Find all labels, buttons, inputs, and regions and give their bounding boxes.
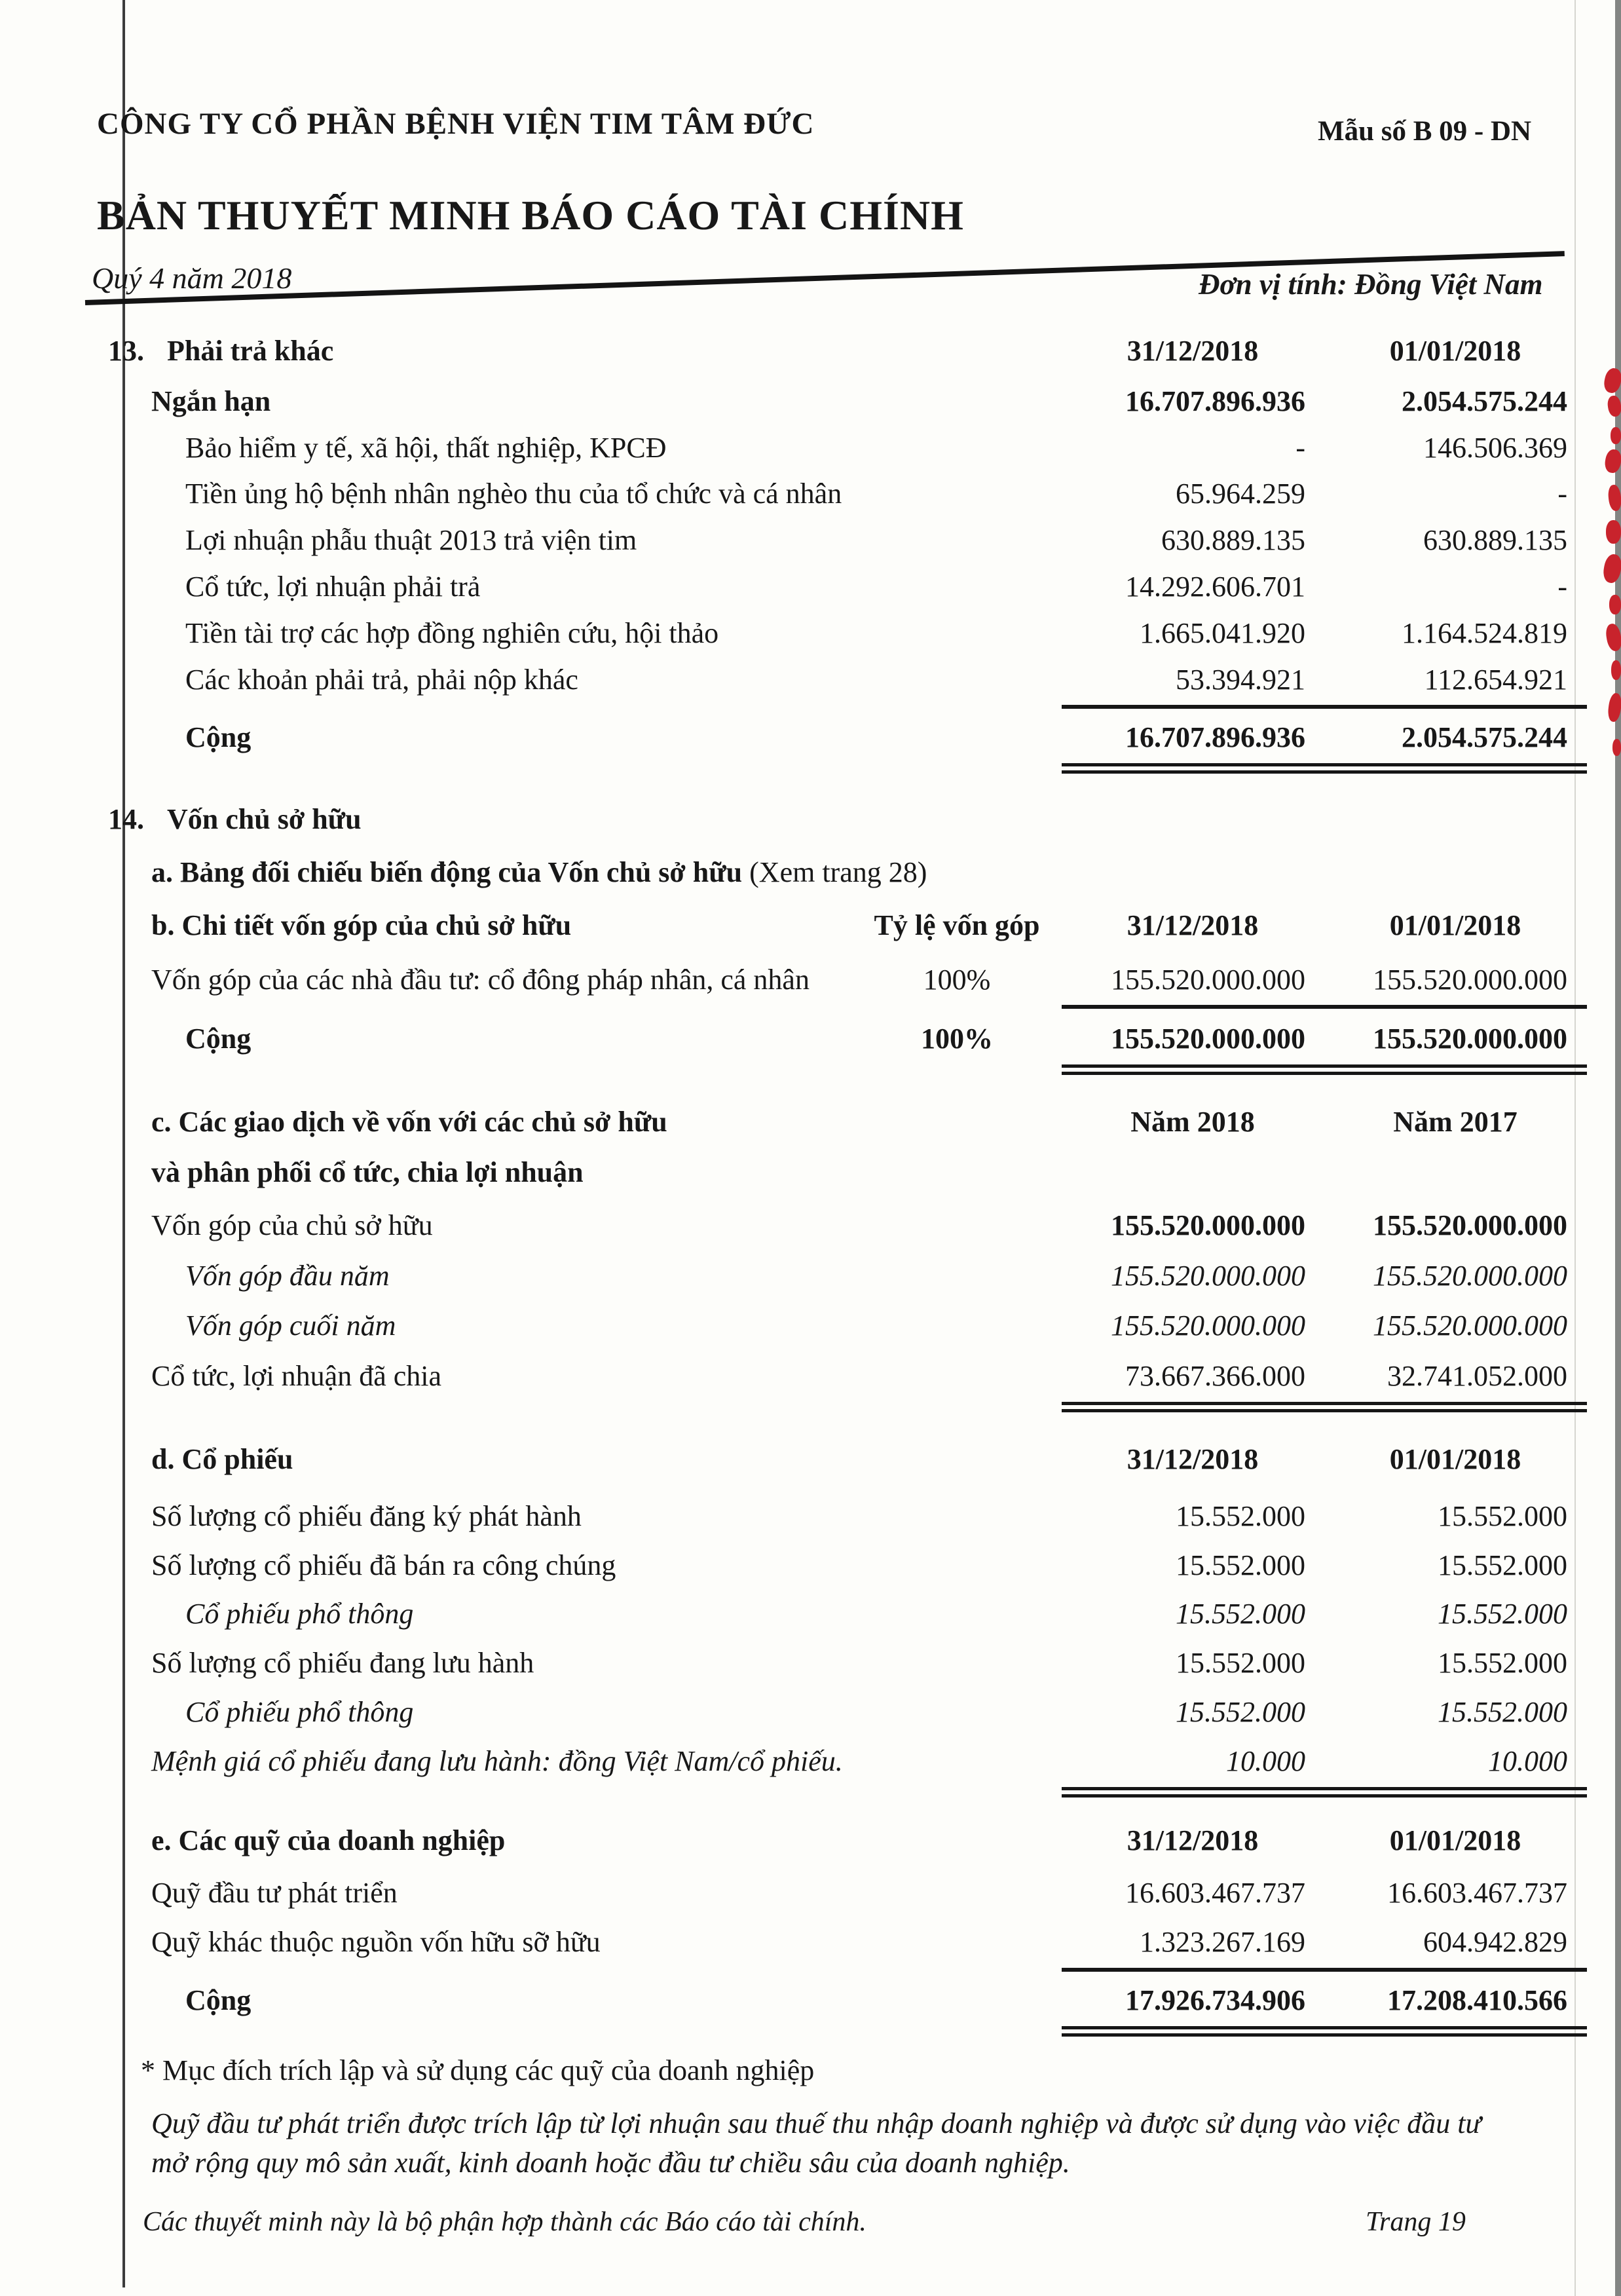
column-header-2: 01/01/2018 [1389,1442,1521,1475]
subsection-c-title-line1: c. Các giao dịch về vốn với các chủ sở hữu [151,1106,667,1139]
page-title: BẢN THUYẾT MINH BÁO CÁO TÀI CHÍNH [97,192,964,238]
value-col2: 2.054.575.244 [1324,721,1587,774]
value-col2: 15.552.000 [1438,1695,1567,1728]
value-col2: 1.164.524.819 [1402,616,1567,649]
row-label: Vốn góp đầu năm [185,1259,390,1292]
row-label: Bảo hiểm y tế, xã hội, thất nghiệp, KPCĐ [185,431,667,464]
table-row [108,385,1587,419]
row-label: Số lượng cổ phiếu đang lưu hành [151,1647,534,1680]
value-col2: 112.654.921 [1324,663,1587,709]
subsection-a-label: a. Bảng đối chiếu biến động của Vốn chủ sở hữu [151,856,743,888]
value-col1: 155.520.000.000 [1062,963,1324,1009]
subsection-d-header [108,1442,1587,1477]
report-period: Quý 4 năm 2018 [92,261,292,295]
row-label: Lợi nhuận phẫu thuật 2013 trả viện tim [185,524,637,557]
value-col2: 155.520.000.000 [1373,1309,1567,1342]
value-col1: 15.552.000 [1176,1549,1305,1581]
row-label: Số lượng cổ phiếu đăng ký phát hành [151,1499,582,1532]
row-label: Cộng [185,721,252,754]
value-col1: 15.552.000 [1176,1647,1305,1680]
total-row [108,721,1587,774]
value-col2: 155.520.000.000 [1373,1209,1567,1241]
row-label: Các khoản phải trả, phải nộp khác [185,663,578,696]
row-label: Cộng [185,1023,252,1055]
company-name: CÔNG TY CỔ PHẦN BỆNH VIỆN TIM TÂM ĐỨC [97,107,815,141]
value-col2: 155.520.000.000 [1373,1259,1567,1292]
ratio-column-header: Tỷ lệ vốn góp [874,909,1040,941]
ratio-value: 100% [921,1023,993,1055]
total-row [108,1984,1587,2037]
value-col2: 10.000 [1324,1744,1587,1797]
value-col2: 15.552.000 [1438,1549,1567,1581]
value-col1: 15.552.000 [1176,1598,1305,1630]
table-row [108,1646,1587,1681]
value-col1: 65.964.259 [1176,478,1305,510]
value-col1: 15.552.000 [1176,1695,1305,1728]
table-row [108,1876,1587,1911]
column-header-1: 31/12/2018 [1127,1824,1259,1856]
value-col1: 53.394.921 [1062,663,1324,709]
table-row [108,1499,1587,1534]
value-col2: 155.520.000.000 [1324,963,1587,1009]
column-header-2: 01/01/2018 [1389,909,1521,941]
currency-unit-label: Đơn vị tính: Đồng Việt Nam [1199,268,1543,301]
row-label [108,856,1587,890]
row-label: Cổ tức, lợi nhuận phải trả [185,570,481,603]
value-col1: 14.292.606.701 [1125,570,1305,603]
row-label: Cổ phiếu phổ thông [185,1598,414,1630]
table-row [108,1209,1587,1243]
row-label: Vốn góp của chủ sở hữu [151,1209,433,1241]
column-header-1: 31/12/2018 [1127,909,1259,941]
table-row [108,477,1587,512]
page-number: Trang 19 [1366,2207,1466,2237]
value-col2: 155.520.000.000 [1324,1022,1587,1075]
value-col1: 630.889.135 [1161,524,1305,557]
subsection-d-title: d. Cổ phiếu [151,1442,293,1475]
row-label: Số lượng cổ phiếu đã bán ra công chúng [151,1549,616,1581]
table-row [108,1925,1587,1972]
row-label: Cộng [185,1984,252,2016]
value-col1: 155.520.000.000 [1062,1022,1324,1075]
value-col2: 32.741.052.000 [1324,1359,1587,1412]
subsection-a-title [108,856,1587,890]
value-col1: 155.520.000.000 [1111,1259,1305,1292]
section-title: Phải trả khác [167,335,334,367]
value-col1: 10.000 [1062,1744,1324,1797]
table-row [108,523,1587,558]
section-number: 13. [108,335,144,367]
column-header-1: Năm 2018 [1130,1106,1255,1139]
value-col2: 16.603.467.737 [1387,1877,1567,1910]
row-label: Quỹ đầu tư phát triển [151,1877,398,1910]
table-row [108,1259,1587,1294]
row-label: Cổ phiếu phổ thông [185,1695,414,1728]
funds-description-paragraph [108,2104,1587,2183]
value-col2: 146.506.369 [1423,431,1567,464]
value-col1: 16.603.467.737 [1125,1877,1305,1910]
column-header-2: Năm 2017 [1393,1106,1518,1139]
value-col2: 2.054.575.244 [1402,385,1567,417]
row-label: Quỹ khác thuộc nguồn vốn hữu sỡ hữu [151,1926,601,1959]
section-number: 14. [108,803,144,836]
funds-description-line2: mở rộng quy mô sản xuất, kinh doanh hoặc đầu tư chiều sâu của doanh nghiệp. [151,2147,1070,2179]
ratio-value: 100% [923,963,991,996]
section14-header [108,802,1587,837]
table-row [108,1549,1587,1583]
value-col2: 17.208.410.566 [1324,1984,1587,2037]
column-header-2: 01/01/2018 [1389,1824,1521,1856]
column-header-1: 31/12/2018 [1127,1442,1259,1475]
table-row [108,570,1587,605]
subsection-b-title: b. Chi tiết vốn góp của chủ sở hữu [151,909,572,941]
section13-header [108,334,1587,369]
form-number: Mẫu số B 09 - DN [1318,116,1532,147]
column-header-1: 31/12/2018 [1127,335,1259,367]
value-col1: 73.667.366.000 [1062,1359,1324,1412]
value-col1: 155.520.000.000 [1111,1309,1305,1342]
funds-description-line1: Quỹ đầu tư phát triển được trích lập từ lợi nhuận sau thuế thu nhập doanh nghiệp và được sử dụng vào việc đầu tư [151,2107,1481,2139]
table-row [108,663,1587,709]
table-row [108,616,1587,651]
section-title: Vốn chủ sở hữu [167,803,362,836]
column-header-2: 01/01/2018 [1389,335,1521,367]
value-col1: 17.926.734.906 [1062,1984,1324,2037]
table-row [108,1597,1587,1632]
subsection-c-header [108,1105,1587,1140]
value-col2: - [1557,570,1567,603]
table-row [108,1695,1587,1730]
row-label: Ngắn hạn [151,385,271,417]
value-col1: 155.520.000.000 [1111,1209,1305,1241]
value-col1: 15.552.000 [1176,1499,1305,1532]
value-col1: 16.707.896.936 [1125,385,1305,417]
row-label: và phân phối cổ tức, chia lợi nhuận [151,1156,584,1188]
value-col1: 1.323.267.169 [1062,1925,1324,1972]
row-label: Vốn góp của các nhà đầu tư: cổ đông pháp nhân, cá nhân [151,963,810,996]
table-row [108,1309,1587,1344]
row-label: Cổ tức, lợi nhuận đã chia [151,1360,442,1393]
total-row [108,1022,1587,1075]
value-col2: 15.552.000 [1438,1598,1567,1630]
subsection-a-note: (Xem trang 28) [749,856,927,888]
row-label: Tiền tài trợ các hợp đồng nghiên cứu, hội thảo [185,616,719,649]
value-col2: 15.552.000 [1438,1647,1567,1680]
value-col1: 1.665.041.920 [1140,616,1305,649]
notes-table [0,334,1621,2183]
value-col1: - [1295,431,1305,464]
subsection-b-header [108,909,1587,943]
table-row [108,1359,1587,1412]
footer-disclaimer: Các thuyết minh này là bộ phận hợp thành các Báo cáo tài chính. [143,2207,866,2237]
subsection-e-header [108,1824,1587,1858]
row-label: Mệnh giá cổ phiếu đang lưu hành: đồng Việt Nam/cổ phiếu. [151,1744,843,1777]
row-label: Vốn góp cuối năm [185,1309,396,1342]
table-row [108,431,1587,466]
value-col2: 630.889.135 [1423,524,1567,557]
value-col2: - [1557,478,1567,510]
table-row [108,963,1587,1009]
subsection-c-title-line2 [108,1156,1587,1190]
value-col1: 16.707.896.936 [1062,721,1324,774]
subsection-e-title: e. Các quỹ của doanh nghiệp [151,1824,506,1856]
table-row [108,1744,1587,1797]
funds-purpose-note: * Mục đích trích lập và sử dụng các quỹ của doanh nghiệp [141,2054,815,2086]
value-col2: 15.552.000 [1438,1499,1567,1532]
value-col2: 604.942.829 [1324,1925,1587,1972]
row-label: Tiền ủng hộ bệnh nhân nghèo thu của tổ chức và cá nhân [185,478,842,510]
